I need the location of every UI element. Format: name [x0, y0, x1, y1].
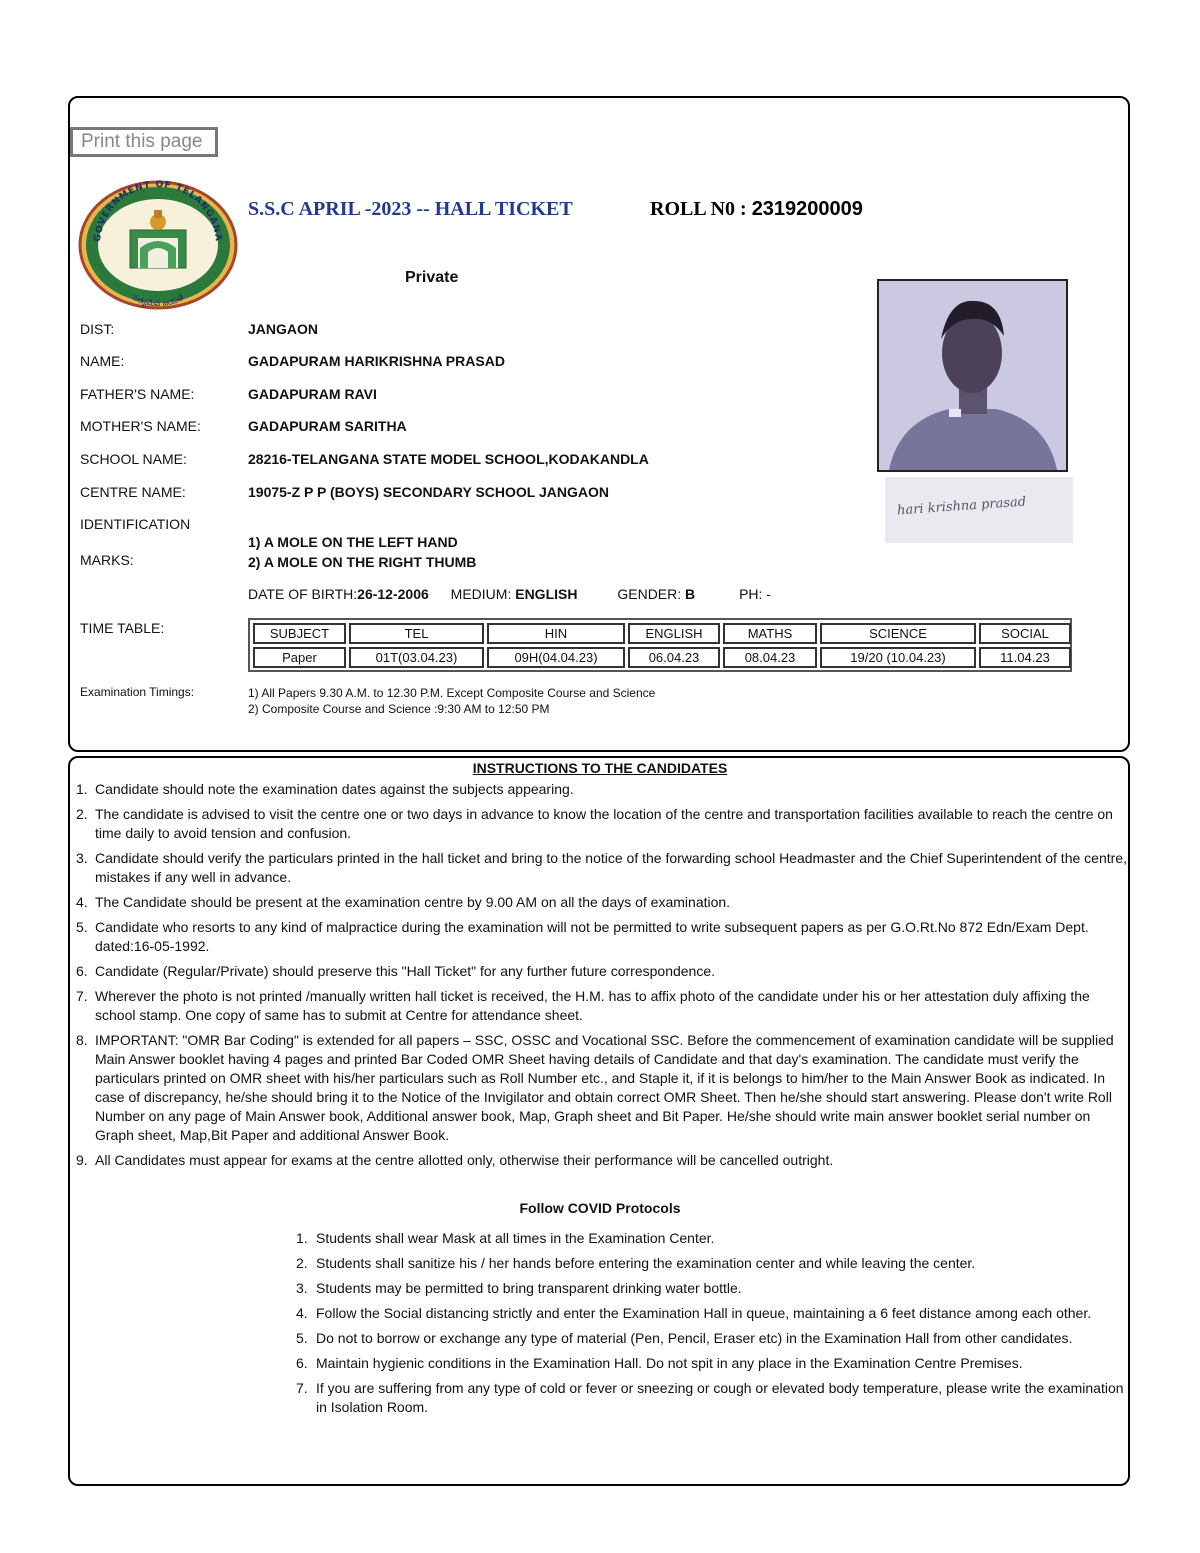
mother-name-label: MOTHER'S NAME: — [80, 418, 201, 434]
telangana-seal-logo — [78, 180, 238, 310]
timings-line-2: 2) Composite Course and Science :9:30 AM to 12:50 PM — [248, 702, 550, 716]
tt-cell: 09H(04.04.23) — [487, 647, 625, 668]
ph-value: - — [766, 586, 771, 602]
medium-label: MEDIUM: — [450, 586, 512, 602]
tt-cell: Paper — [253, 647, 346, 668]
instruction-item: 3. Candidate should verify the particulars printed in the hall ticket and bring to the notice of the forwarding school Headmaster and the Chief Superintendent of the centre, mistakes if any well in advance. — [76, 850, 1127, 885]
timings-label: Examination Timings: — [80, 685, 195, 699]
timings-text — [248, 685, 655, 717]
identification-mark-1: 1) A MOLE ON THE LEFT HAND — [248, 534, 458, 550]
instruction-item: 7. Wherever the photo is not printed /manually written hall ticket is received, the H.M. has to affix photo of the candidate under his or her attestation duly affixing the school stamp. One copy of same has to submit at Centre for attendance sheet. — [76, 988, 1090, 1023]
time-table-row — [253, 647, 1071, 668]
instruction-item: 6. Candidate (Regular/Private) should preserve this "Hall Ticket" for any further future correspondence. — [76, 963, 716, 979]
tt-header-cell: SCIENCE — [820, 623, 976, 644]
candidate-photo — [877, 279, 1068, 472]
father-name-value: GADAPURAM RAVI — [248, 386, 377, 402]
covid-item: 1. Students shall wear Mask at all times in the Examination Center. — [296, 1230, 715, 1246]
candidate-details-row — [248, 586, 771, 602]
instruction-item: 9. All Candidates must appear for exams at the centre allotted only, otherwise their performance will be cancelled outright. — [76, 1152, 834, 1168]
tt-cell: 19/20 (10.04.23) — [820, 647, 976, 668]
dob-label: DATE OF BIRTH: — [248, 586, 358, 602]
name-label: NAME: — [80, 353, 125, 369]
timings-line-1: 1) All Papers 9.30 A.M. to 12.30 P.M. Except Composite Course and Science — [248, 686, 656, 700]
father-name-label: FATHER'S NAME: — [80, 386, 195, 402]
tt-cell: 11.04.23 — [979, 647, 1071, 668]
tt-header-cell: TEL — [349, 623, 484, 644]
instruction-item: 2. The candidate is advised to visit the centre one or two days in advance to know the location of the centre and transportation facilities available to reach the centre on time daily to avoid tension and confusion. — [76, 806, 1113, 841]
school-name-label: SCHOOL NAME: — [80, 451, 187, 467]
medium-value: ENGLISH — [515, 586, 578, 602]
covid-list — [296, 1229, 1126, 1423]
svg-text:సత్యమేవ జయతే: సత్యమేవ జయతే — [131, 292, 185, 309]
name-value: GADAPURAM HARIKRISHNA PRASAD — [248, 353, 505, 369]
print-page-button[interactable]: Print this page — [70, 127, 218, 157]
instruction-item: 1. Candidate should note the examination dates against the subjects appearing. — [76, 781, 574, 797]
dob-value: 26-12-2006 — [357, 586, 429, 602]
tt-cell: 06.04.23 — [628, 647, 720, 668]
gender-label: GENDER: — [617, 586, 682, 602]
roll-label: ROLL N0 : — [650, 198, 747, 220]
marks-label: MARKS: — [80, 552, 134, 568]
time-table — [248, 618, 1072, 672]
covid-item: 2. Students shall sanitize his / her hands before entering the examination center and while leaving the center. — [296, 1255, 976, 1271]
tt-header-cell: MATHS — [723, 623, 817, 644]
ph-label: PH: — [739, 586, 763, 602]
time-table-label: TIME TABLE: — [80, 620, 165, 636]
identification-label: IDENTIFICATION — [80, 516, 191, 532]
tt-header-cell: ENGLISH — [628, 623, 720, 644]
person-photo-icon — [879, 281, 1066, 470]
instruction-item: 5. Candidate who resorts to any kind of malpractice during the examination will not be permitted to write subsequent papers as per G.O.Rt.No 872 Edn/Exam Dept. dated:16-05-1992. — [76, 919, 1089, 954]
instruction-item: 4. The Candidate should be present at the examination centre by 9.00 AM on all the days of examination. — [76, 894, 731, 910]
signature-text: hari krishna prasad — [896, 494, 1027, 519]
identification-mark-2: 2) A MOLE ON THE RIGHT THUMB — [248, 554, 477, 570]
roll-number — [650, 198, 863, 221]
tt-header-cell: SOCIAL — [979, 623, 1071, 644]
hall-ticket-title: S.S.C APRIL -2023 -- HALL TICKET — [248, 198, 573, 220]
covid-item: 3. Students may be permitted to bring transparent drinking water bottle. — [296, 1280, 742, 1296]
candidate-category: Private — [405, 269, 459, 286]
instructions-list — [76, 780, 1128, 1176]
candidate-signature — [885, 477, 1073, 543]
gender-value: B — [685, 586, 696, 602]
dist-label: DIST: — [80, 321, 115, 337]
instruction-item: 8. IMPORTANT: "OMR Bar Coding" is extended for all papers – SSC, OSSC and Vocational SSC. Before the commencement of examination candidate will be supplied Main Answer booklet having 4 pages and printed Bar Coded OMR Sheet having details of Candidate and that day's examination. The candidate must verify the particulars printed on OMR sheet with his/her particulars such as Roll Number etc., and Staple it, if it is belongs to him/her to the Main Answer Book as indicated. In case of discrepancy, he/she should bring it to the Notice of the Invigilator and obtain correct OMR Sheet. Then he/she should start answering. Please don't write Roll Number on any page of Main Answer book, Additional answer book, Map, Graph sheet and Bit Paper. He/she should write main answer booklet serial number on Graph sheet, Map,Bit Paper and additional Answer Book. — [76, 1032, 1114, 1143]
tt-cell: 01T(03.04.23) — [349, 647, 484, 668]
instructions-title: INSTRUCTIONS TO THE CANDIDATES — [472, 760, 728, 776]
covid-title: Follow COVID Protocols — [519, 1200, 681, 1216]
school-name-value: 28216-TELANGANA STATE MODEL SCHOOL,KODAKANDLA — [248, 451, 649, 467]
covid-item: 5. Do not to borrow or exchange any type of material (Pen, Pencil, Eraser etc) in the Examination Hall from other candidates. — [296, 1330, 1073, 1346]
mother-name-value: GADAPURAM SARITHA — [248, 418, 407, 434]
covid-item: 4. Follow the Social distancing strictly and enter the Examination Hall in queue, maintaining a 6 feet distance among each other. — [296, 1305, 1092, 1321]
dist-value: JANGAON — [248, 321, 319, 337]
tt-header-cell: HIN — [487, 623, 625, 644]
centre-name-value: 19075-Z P P (BOYS) SECONDARY SCHOOL JANGAON — [248, 484, 609, 500]
time-table-header-row — [253, 623, 1071, 644]
tt-header-cell: SUBJECT — [253, 623, 346, 644]
centre-name-label: CENTRE NAME: — [80, 484, 186, 500]
tt-cell: 08.04.23 — [723, 647, 817, 668]
roll-value: 2319200009 — [751, 198, 863, 220]
svg-text:GOVERNMENT OF TELANGANA: GOVERNMENT OF TELANGANA — [92, 180, 224, 243]
covid-item: 6. Maintain hygienic conditions in the Examination Hall. Do not spit in any place in the Examination Centre Premises. — [296, 1355, 1023, 1371]
covid-item: 7. If you are suffering from any type of cold or fever or sneezing or cough or elevated body temperature, please write the examination in Isolation Room. — [296, 1380, 1124, 1415]
